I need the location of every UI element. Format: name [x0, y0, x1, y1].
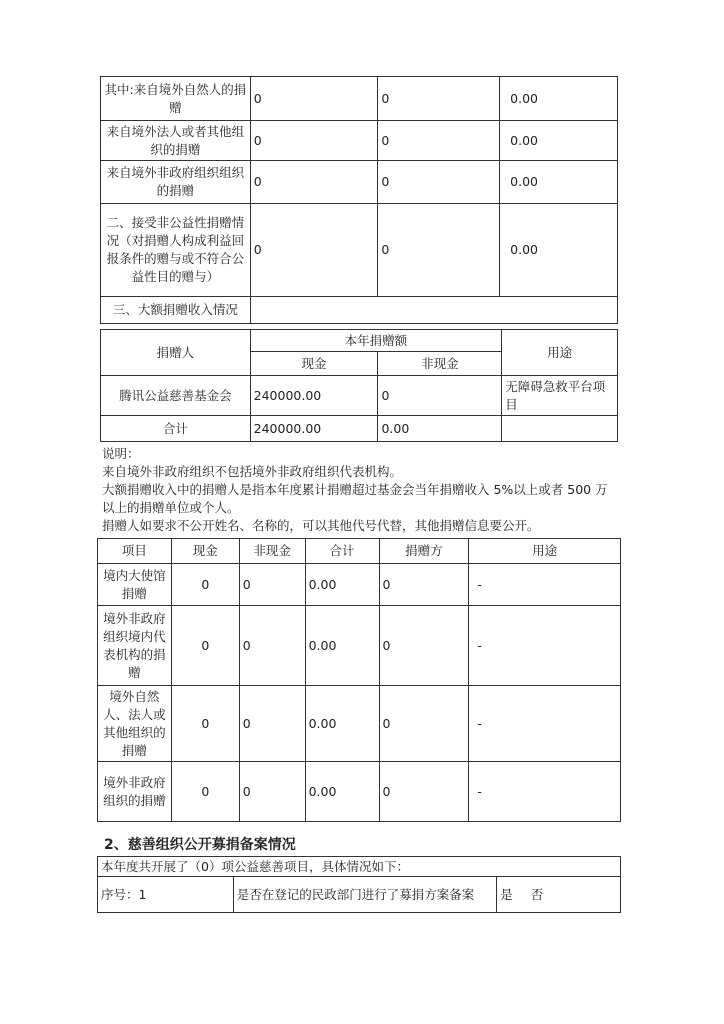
cell-value: 0.00 [500, 77, 618, 121]
notes-line-2b: 以上的捐赠单位或个人。 [102, 500, 240, 515]
total-use [502, 416, 618, 442]
option-no: 否 [530, 886, 544, 902]
cell-value: 0 [250, 204, 378, 297]
cell-value: 0 [378, 204, 500, 297]
header-use: 用途 [502, 330, 618, 376]
cell-value: 0 [378, 121, 500, 161]
table-cell: 0 [171, 686, 239, 762]
table-cell: 0.00 [305, 762, 379, 822]
cell-value: 0 [250, 161, 378, 204]
col-header-item: 项目 [98, 539, 172, 564]
donor-name: 腾讯公益慈善基金会 [101, 376, 251, 416]
donor-use: 无障碍急救平台项目 [502, 376, 618, 416]
header-donor: 捐赠人 [101, 330, 251, 376]
total-noncash: 0.00 [378, 416, 502, 442]
table-cell: - [469, 564, 621, 606]
donation-table-1 [100, 76, 618, 324]
header-amount: 本年捐赠额 [250, 330, 502, 352]
table-row-item: 境内大使馆捐赠 [98, 564, 172, 606]
table-cell: 0 [239, 606, 305, 686]
table-cell: 0 [239, 762, 305, 822]
header-cash: 现金 [250, 352, 378, 376]
table-cell: - [469, 606, 621, 686]
donor-noncash: 0 [378, 376, 502, 416]
cell-value: 0 [250, 121, 378, 161]
notes-line-1: 来自境外非政府组织不包括境外非政府组织代表机构。 [102, 464, 403, 479]
row-label: 二、接受非公益性捐赠情况（对捐赠人构成利益回报条件的赠与或不符合公益性目的赠与） [101, 204, 251, 297]
donor-cash: 240000.00 [250, 376, 378, 416]
large-donation-table [100, 329, 618, 442]
col-header-use: 用途 [469, 539, 621, 564]
table-row-item: 境外非政府组织境内代表机构的捐赠 [98, 606, 172, 686]
yes-no-options [497, 877, 621, 913]
table-cell: - [469, 762, 621, 822]
row-label: 来自境外非政府组织组织的捐赠 [101, 161, 251, 204]
empty-cell [250, 297, 617, 324]
section-heading: 2、慈善组织公开募捐备案情况 [104, 837, 296, 853]
total-cash: 240000.00 [250, 416, 378, 442]
table-row-item: 境外自然人、法人或其他组织的捐赠 [98, 686, 172, 762]
cell-value: 0 [378, 77, 500, 121]
cell-value: 0 [378, 161, 500, 204]
sequence-number: 序号：1 [98, 877, 234, 913]
col-header-cash: 现金 [171, 539, 239, 564]
table-cell: - [469, 686, 621, 762]
table-row-item: 境外非政府组织的捐赠 [98, 762, 172, 822]
section-title: 三、大额捐赠收入情况 [101, 297, 251, 324]
total-label: 合计 [101, 416, 251, 442]
cell-value: 0.00 [500, 161, 618, 204]
table-cell: 0 [239, 686, 305, 762]
table-cell: 0 [171, 606, 239, 686]
table-cell: 0 [239, 564, 305, 606]
col-header-noncash: 非现金 [239, 539, 305, 564]
table-cell: 0 [379, 564, 469, 606]
cell-value: 0.00 [500, 204, 618, 297]
fundraising-intro: 本年度共开展了（0）项公益慈善项目，具体情况如下： [98, 857, 621, 877]
table-cell: 0 [379, 762, 469, 822]
option-yes: 是 [500, 886, 513, 902]
table-cell: 0 [171, 762, 239, 822]
filing-question: 是否在登记的民政部门进行了募捐方案备案 [233, 877, 496, 913]
row-label: 来自境外法人或者其他组织的捐赠 [101, 121, 251, 161]
row-label: 其中:来自境外自然人的捐赠 [101, 77, 251, 121]
header-noncash: 非现金 [378, 352, 502, 376]
notes-line-3: 捐赠人如要求不公开姓名、名称的，可以其他代号代替，其他捐赠信息要公开。 [102, 518, 540, 533]
table-cell: 0.00 [305, 606, 379, 686]
table-cell: 0.00 [305, 564, 379, 606]
col-header-donor: 捐赠方 [379, 539, 469, 564]
table-cell: 0 [379, 606, 469, 686]
cell-value: 0.00 [500, 121, 618, 161]
foreign-donation-table [97, 538, 621, 822]
fundraising-table [97, 856, 621, 913]
col-header-total: 合计 [305, 539, 379, 564]
notes-title: 说明： [102, 446, 140, 461]
notes-line-2a: 大额捐赠收入中的捐赠人是指本年度累计捐赠超过基金会当年捐赠收入 5%以上或者 500 万 [102, 482, 608, 497]
table-cell: 0 [379, 686, 469, 762]
table-cell: 0 [171, 564, 239, 606]
table-cell: 0.00 [305, 686, 379, 762]
cell-value: 0 [250, 77, 378, 121]
